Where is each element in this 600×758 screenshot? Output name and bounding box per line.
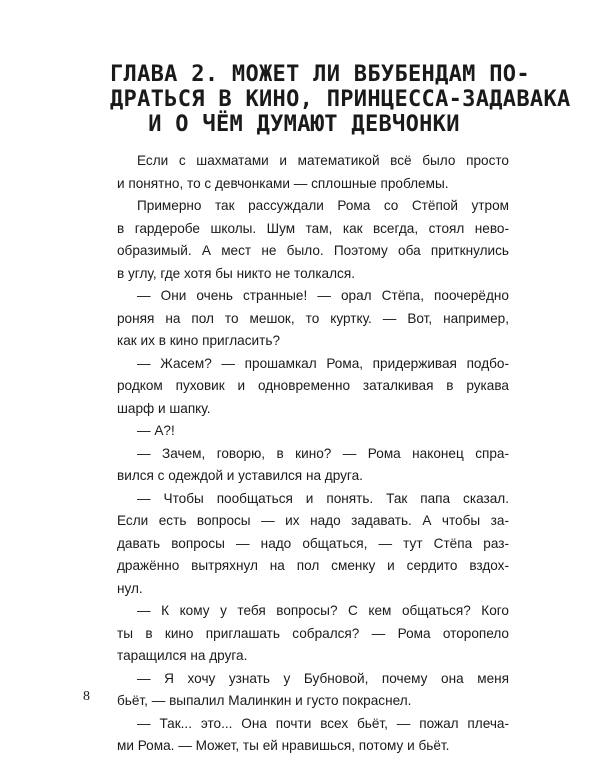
text-line: — Чтобы пообщаться и понять. Так папа сказал.	[137, 490, 509, 506]
paragraph	[117, 353, 509, 421]
paragraph	[117, 150, 509, 195]
text-line: бьёт, — выпалил Малинкин и густо покраснел.	[117, 693, 412, 708]
text-line: ты в кино приглашать собрался? — Рома оторопело	[117, 625, 509, 641]
text-line: давать вопросы — надо общаться, — тут Стёпа раз-	[117, 535, 509, 551]
paragraph	[117, 285, 509, 353]
text-line: шарф и шапку.	[117, 400, 211, 416]
text-line: Если есть вопросы — их надо задавать. А чтобы за-	[117, 513, 509, 528]
text-line: родком пуховик и одновременно заталкивая в рукава	[117, 378, 509, 393]
chapter-title-line: ГЛАВА 2. МОЖЕТ ЛИ ВБУБЕНДАМ ПО-	[110, 62, 530, 87]
text-line: в гардеробе школы. Шум там, как всегда, стоял нево-	[117, 220, 509, 236]
chapter-title-line: И О ЧЁМ ДУМАЮТ ДЕВЧОНКИ	[148, 112, 460, 137]
text-line: образимый. А мест не было. Поэтому оба приткнулись	[117, 243, 509, 258]
text-line: как их в кино пригласить?	[117, 333, 281, 348]
text-line: таращился на друга.	[117, 648, 248, 663]
text-line: — Они очень странные! — орал Стёпа, поочерёдно	[137, 288, 509, 303]
paragraph	[117, 713, 509, 758]
text-line: Примерно так рассуждали Рома со Стёпой утром	[137, 198, 509, 213]
text-line: — Зачем, говорю, в кино? — Рома наконец спра-	[137, 445, 509, 461]
text-line: роняя на пол то мешок, то куртку. — Вот, например,	[117, 310, 509, 326]
page-number: 8	[83, 689, 90, 704]
paragraph	[117, 443, 509, 488]
paragraph	[117, 600, 509, 668]
text-line: вился с одеждой и уставился на друга.	[117, 468, 363, 483]
chapter-title	[110, 62, 571, 137]
text-line: Если с шахматами и математикой всё было просто	[137, 153, 509, 168]
text-line: — А?!	[137, 423, 175, 438]
paragraph	[117, 195, 509, 285]
chapter-body-text	[117, 150, 509, 758]
paragraph	[117, 488, 509, 601]
text-line: нул.	[117, 580, 143, 596]
text-line: — Так... это... Она почти всех бьёт, — пожал плеча-	[137, 715, 509, 731]
paragraph	[117, 668, 509, 713]
text-line: — К кому у тебя вопросы? С кем общаться? Кого	[137, 603, 509, 618]
text-line: дражённо вытряхнул на пол сменку и сердито вздох-	[117, 558, 509, 573]
text-line: ми Рома. — Может, ты ей нравишься, потому и бьёт.	[117, 738, 450, 753]
chapter-title-line: ДРАТЬСЯ В КИНО, ПРИНЦЕССА-ЗАДАВАКА	[110, 87, 571, 112]
text-line: и понятно, то с девчонками — сплошные проблемы.	[117, 175, 449, 191]
text-line: в углу, где хотя бы никто не толкался.	[117, 265, 355, 281]
text-line: — Я хочу узнать у Бубновой, почему она меня	[137, 670, 509, 686]
paragraph	[117, 420, 509, 443]
text-line: — Жасем? — прошамкал Рома, придерживая подбо-	[137, 355, 509, 371]
